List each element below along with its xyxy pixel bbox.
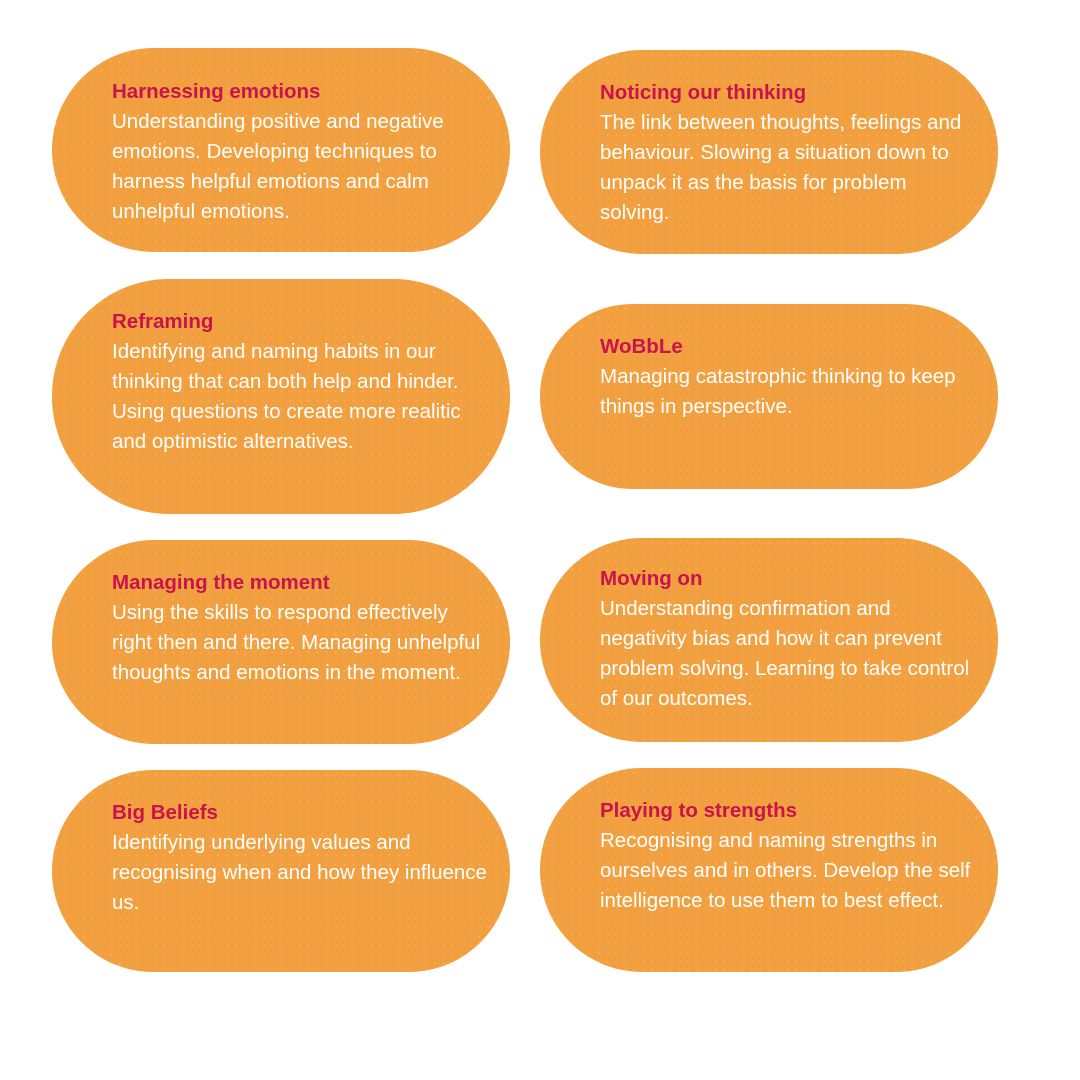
card-big-beliefs xyxy=(52,770,510,972)
card-title: Noticing our thinking xyxy=(600,81,807,104)
card-title: Harnessing emotions xyxy=(112,80,321,103)
card-description: Understanding positive and negative emotions. Developing techniques to harness helpful emotions and calm unhelpful emotions. xyxy=(112,110,444,223)
card-description: Understanding confirmation and negativity bias and how it can prevent problem solving. Learning to take control of our outcomes. xyxy=(600,597,970,710)
card-wobble xyxy=(540,304,998,489)
card-title: Playing to strengths xyxy=(600,799,798,822)
card-title: Reframing xyxy=(112,310,214,333)
card-description: The link between thoughts, feelings and behaviour. Slowing a situation down to unpack it as the basis for problem solving. xyxy=(600,111,962,224)
card-moving-on xyxy=(540,538,998,742)
card-managing-the-moment xyxy=(52,540,510,744)
card-description: Using the skills to respond effectively right then and there. Managing unhelpful thoughts and emotions in the moment. xyxy=(112,601,481,684)
card-description: Managing catastrophic thinking to keep things in perspective. xyxy=(600,365,956,418)
card-playing-to-strengths xyxy=(540,768,998,972)
card-noticing-our-thinking xyxy=(540,50,998,254)
card-title: Big Beliefs xyxy=(112,801,218,824)
card-description: Identifying underlying values and recognising when and how they influence us. xyxy=(112,831,487,914)
card-description: Recognising and naming strengths in ourselves and in others. Develop the self intelligence to use them to best effect. xyxy=(600,829,971,912)
card-reframing xyxy=(52,279,510,514)
card-description: Identifying and naming habits in our thinking that can both help and hinder. Using questions to create more realitic and optimistic alternatives. xyxy=(112,340,461,453)
card-harnessing-emotions xyxy=(52,48,510,252)
card-title: WoBbLe xyxy=(600,335,683,358)
card-title: Moving on xyxy=(600,567,703,590)
card-title: Managing the moment xyxy=(112,571,330,594)
